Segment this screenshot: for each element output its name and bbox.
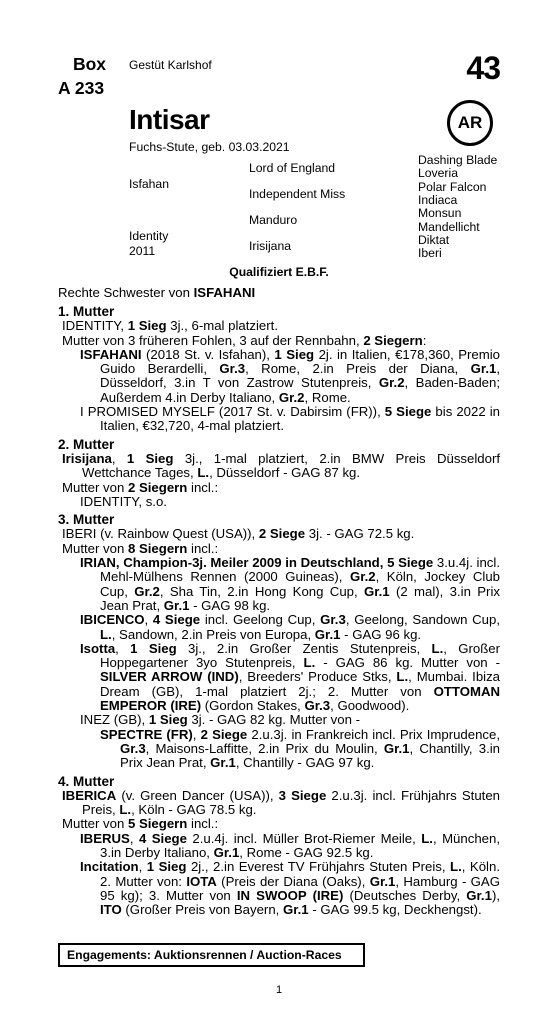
pedigree-dam: Identity — [129, 229, 169, 243]
page-number: 1 — [275, 984, 283, 996]
pedigree-gen2: Lord of England — [249, 161, 336, 175]
sister-line: Rechte Schwester von ISFAHANI — [58, 285, 256, 300]
qualification-note: Qualifiziert E.B.F. — [229, 265, 329, 279]
family-text — [58, 305, 500, 917]
produce-summary: Mutter von 3 früheren Fohlen, 3 auf der Rennbahn, 2 Siegern: — [62, 332, 427, 348]
pedigree-sire: Isfahan — [129, 177, 169, 191]
section-title: 4. Mutter — [58, 773, 115, 789]
pedigree-gen2: Manduro — [249, 213, 298, 227]
offspring-entry: Incitation, 1 Sieg 2j., 2.in Everest TV Frühjahrs Stuten Preis, L., Köln. 2. Mutter von: IOTA (Preis der Diana (Oaks), Gr.1, Hamburg - GAG 95 kg); 3. Mutter von IN SWOOP (IRE) (Deutsches Derby, Gr.1), ITO (Großer Preis von Bayern, Gr.1 - GAG 99.5 kg, Deckhengst). — [80, 859, 500, 918]
pedigree-gen2: Independent Miss — [249, 187, 346, 201]
section-title: 3. Mutter — [58, 512, 115, 528]
breeder-name: Gestüt Karlshof — [129, 58, 212, 72]
produce-summary: Mutter von 2 Siegern incl.: — [62, 479, 219, 495]
offspring-entry: I PROMISED MYSELF (2017 St. v. Dabirsim (FR)), 5 Siege bis 2022 in Italien, €32,720, 4-mal platziert. — [80, 404, 501, 434]
offspring-entry: INEZ (GB), 1 Sieg 3j. - GAG 82 kg. Mutter von - — [80, 712, 360, 728]
pedigree-gen3: Dashing Blade — [418, 153, 498, 167]
dam-line: IBERICA (v. Green Dancer (USA)), 3 Siege 2.u.3j. incl. Frühjahrs Stuten Preis, L., Köln - GAG 78.5 kg. — [62, 787, 501, 818]
lot-number: 43 — [466, 50, 500, 86]
pedigree-gen3: Polar Falcon — [418, 180, 487, 194]
dam-line: Irisijana, 1 Sieg 3j., 1-mal platziert, 2.in BMW Preis Düsseldorf Wettchance Tages, L., Düsseldorf - GAG 87 kg. — [62, 450, 500, 481]
pedigree-gen3: Monsun — [418, 206, 462, 220]
offspring-entry: IDENTITY, s.o. — [80, 493, 167, 509]
engagements-box: Engagements: Auktionsrennen / Auction-Races — [58, 943, 365, 967]
offspring-entry: IRIAN, Champion-3j. Meiler 2009 in Deutschland, 5 Siege 3.u.4j. incl. Mehl-Mülhens Rennen (2000 Guineas), Gr.2, Köln, Jockey Club Cup, Gr.2, Sha Tin, 2.in Hong Kong Cup, Gr.1 (2 mal), 3.in Prix Jean Prat, Gr.1 - GAG 98 kg. — [80, 555, 500, 613]
dam-line: IBERI (v. Rainbow Quest (USA)), 2 Siege 3j. - GAG 72.5 kg. — [62, 526, 415, 542]
horse-name: Intisar — [129, 104, 210, 135]
dam-line: IDENTITY, 1 Sieg 3j., 6-mal platziert. — [62, 318, 278, 334]
offspring-entry: SPECTRE (FR), 2 Siege 2.u.3j. in Frankreich incl. Prix Imprudence, Gr.3, Maisons-Laffitte, 2.in Prix du Moulin, Gr.1, Chantilly, 3.in Prix Jean Prat, Gr.1, Chantilly - GAG 97 kg. — [100, 726, 501, 771]
pedigree-gen3: Diktat — [418, 233, 450, 247]
produce-summary: Mutter von 5 Siegern incl.: — [62, 816, 219, 832]
box-number: A 233 — [58, 78, 105, 98]
produce-summary: Mutter von 8 Siegern incl.: — [62, 540, 219, 556]
pedigree-gen3: Loveria — [418, 166, 458, 180]
offspring-entry: Isotta, 1 Sieg 3j., 2.in Großer Zentis Stutenpreis, L., Großer Hoppegartener 3yo Stutenpreis, L. - GAG 86 kg. Mutter von - SILVER ARROW (IND), Breeders' Produce Stks, L., Mumbai. Ibiza Dream (GB), 1-mal platziert 2j.; 2. Mutter von OTTOMAN EMPEROR (IRE) (Gordon Stakes, Gr.3, Goodwood). — [80, 640, 501, 714]
section-title: 1. Mutter — [58, 304, 115, 319]
offspring-entry: ISFAHANI (2018 St. v. Isfahan), 1 Sieg 2j. in Italien, €178,360, Premio Guido Berardelli, Gr.3, Rome, 2.in Preis der Diana, Gr.1, Düsseldorf, 3.in T von Zastrow Stutenpreis, Gr.2, Baden-Baden; Außerdem 4.in Derby Italiano, Gr.2, Rome. — [80, 346, 500, 405]
offspring-entry: IBICENCO, 4 Siege incl. Geelong Cup, Gr.3, Geelong, Sandown Cup, L., Sandown, 2.in Preis von Europa, Gr.1 - GAG 96 kg. — [80, 612, 500, 642]
pedigree-gen2: Irisijana — [249, 239, 291, 253]
section-title: 2. Mutter — [58, 436, 115, 452]
box-label: Box — [72, 54, 106, 74]
offspring-entry: IBERUS, 4 Siege 2.u.4j. incl. Müller Brot-Riemer Meile, L., München, 3.in Derby Italiano, Gr.1, Rome - GAG 92.5 kg. — [80, 830, 500, 860]
pedigree-gen3: Mandellicht — [418, 220, 480, 234]
ar-badge: AR — [447, 100, 493, 146]
pedigree-dam-year: 2011 — [129, 244, 156, 258]
pedigree-gen3: Indiaca — [418, 193, 458, 207]
horse-description: Fuchs-Stute, geb. 03.03.2021 — [129, 140, 290, 154]
pedigree-gen3: Iberi — [418, 246, 442, 260]
